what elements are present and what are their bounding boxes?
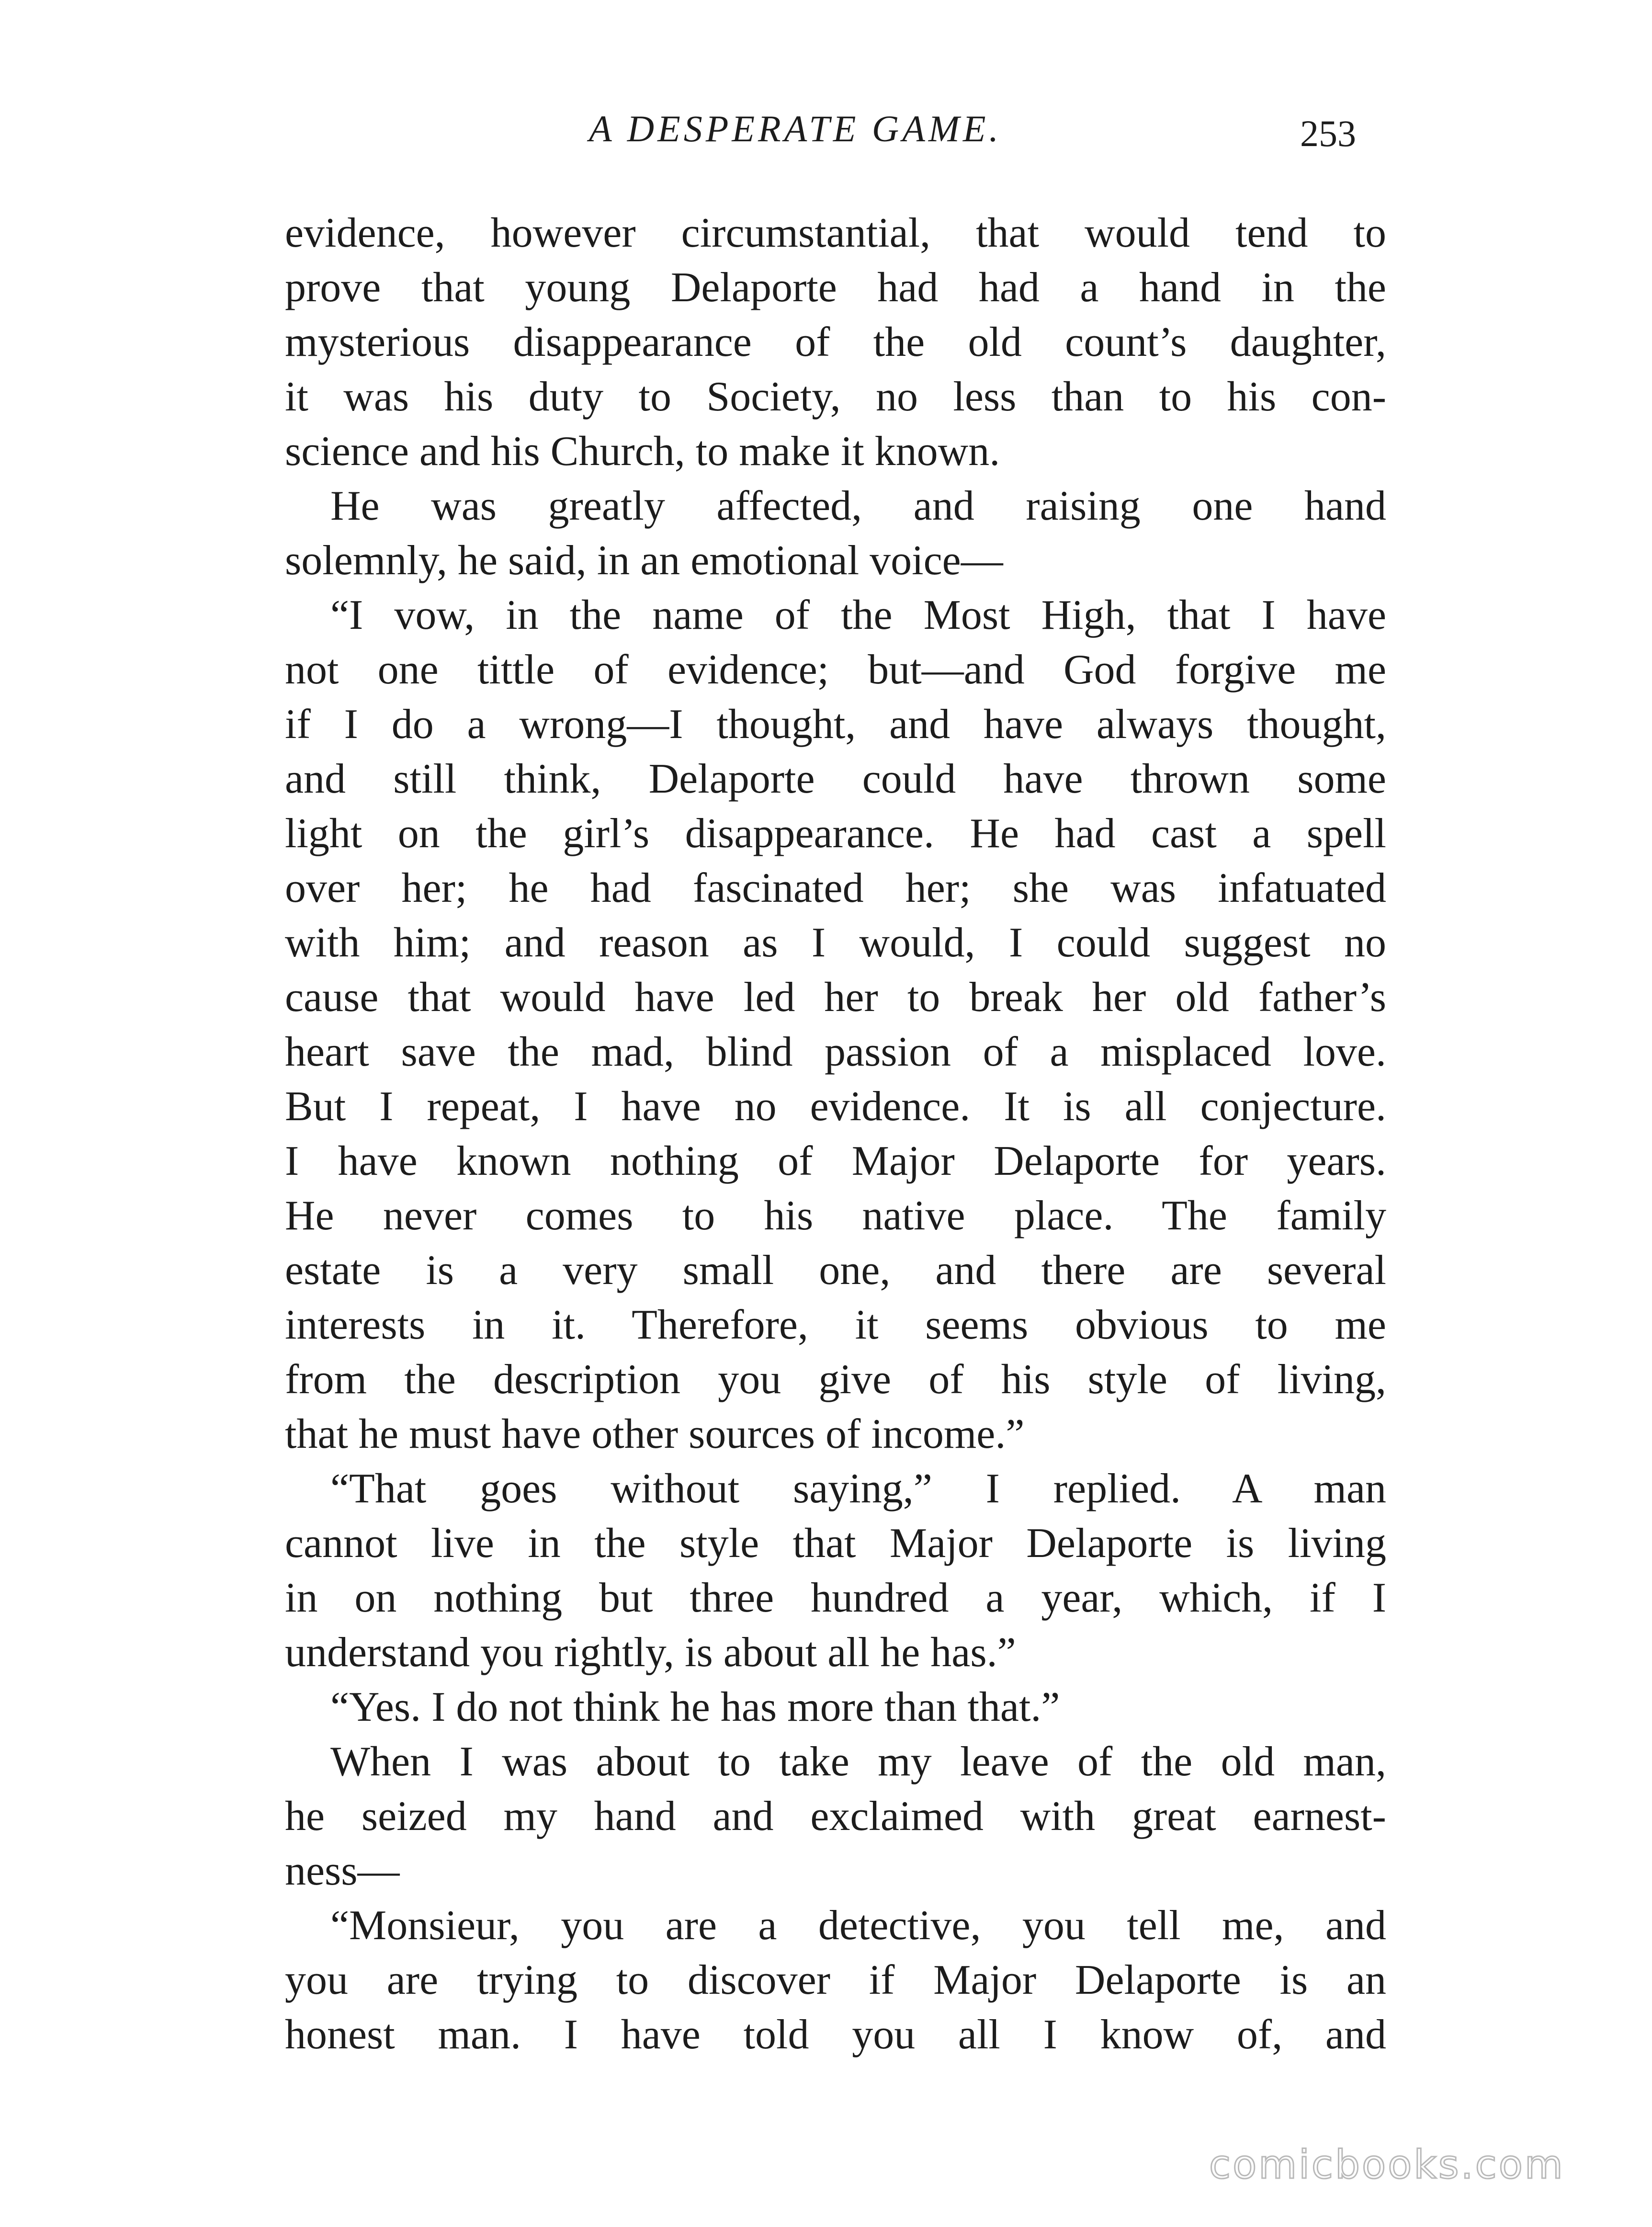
text-line: that he must have other sources of income.”	[285, 1411, 1025, 1457]
text-line: interests in it. Therefore, it seems obvious to me	[285, 1302, 1386, 1348]
text-line: He never comes to his native place. The family	[285, 1193, 1386, 1239]
text-line: mysterious disappearance of the old count’s daughter,	[285, 319, 1386, 365]
text-line: evidence, however circumstantial, that would tend to	[285, 210, 1386, 256]
text-line: understand you rightly, is about all he has.”	[285, 1629, 1016, 1676]
text-line: estate is a very small one, and there are several	[285, 1247, 1386, 1294]
text-line: and still think, Delaporte could have thrown some	[285, 756, 1386, 802]
text-line: it was his duty to Society, no less than to his con-	[285, 374, 1386, 420]
text-line: if I do a wrong—I thought, and have always thought,	[285, 701, 1386, 748]
text-line: But I repeat, I have no evidence. It is all conjecture.	[285, 1083, 1386, 1130]
text-line: honest man. I have told you all I know of, and	[285, 2011, 1386, 2058]
page-number: 253	[1300, 113, 1356, 154]
text-line: he seized my hand and exclaimed with great earnest-	[285, 1793, 1386, 1840]
text-line: cannot live in the style that Major Delaporte is living	[285, 1520, 1386, 1567]
text-line: over her; he had fascinated her; she was infatuated	[285, 865, 1386, 911]
text-line: I have known nothing of Major Delaporte for years.	[285, 1138, 1386, 1184]
text-line: When I was about to take my leave of the old man,	[330, 1738, 1386, 1785]
text-line: “That goes without saying,” I replied. A man	[330, 1466, 1386, 1512]
text-line: “Monsieur, you are a detective, you tell me, and	[330, 1902, 1386, 1949]
running-title: A DESPERATE GAME.	[589, 108, 1002, 149]
watermark-logo: comicbooks.com	[1209, 2142, 1565, 2188]
text-line: “I vow, in the name of the Most High, that I have	[330, 592, 1386, 638]
text-line: cause that would have led her to break her old father’s	[285, 974, 1386, 1021]
text-line: He was greatly affected, and raising one hand	[330, 483, 1386, 529]
text-line: you are trying to discover if Major Delaporte is an	[285, 1957, 1386, 2003]
text-line: prove that young Delaporte had had a hand in the	[285, 264, 1386, 311]
text-line: ness—	[285, 1848, 400, 1894]
text-line: heart save the mad, blind passion of a misplaced love.	[285, 1029, 1386, 1075]
text-line: not one tittle of evidence; but—and God forgive me	[285, 647, 1386, 693]
text-line: solemnly, he said, in an emotional voice—	[285, 537, 1003, 584]
text-line: in on nothing but three hundred a year, which, if I	[285, 1575, 1386, 1621]
text-line: light on the girl’s disappearance. He had cast a spell	[285, 810, 1386, 857]
text-line: from the description you give of his style of living,	[285, 1356, 1386, 1403]
body-text	[285, 206, 1386, 2062]
text-line: science and his Church, to make it known.	[285, 428, 1000, 475]
text-line: with him; and reason as I would, I could suggest no	[285, 920, 1386, 966]
text-line: “Yes. I do not think he has more than that.”	[330, 1684, 1060, 1730]
